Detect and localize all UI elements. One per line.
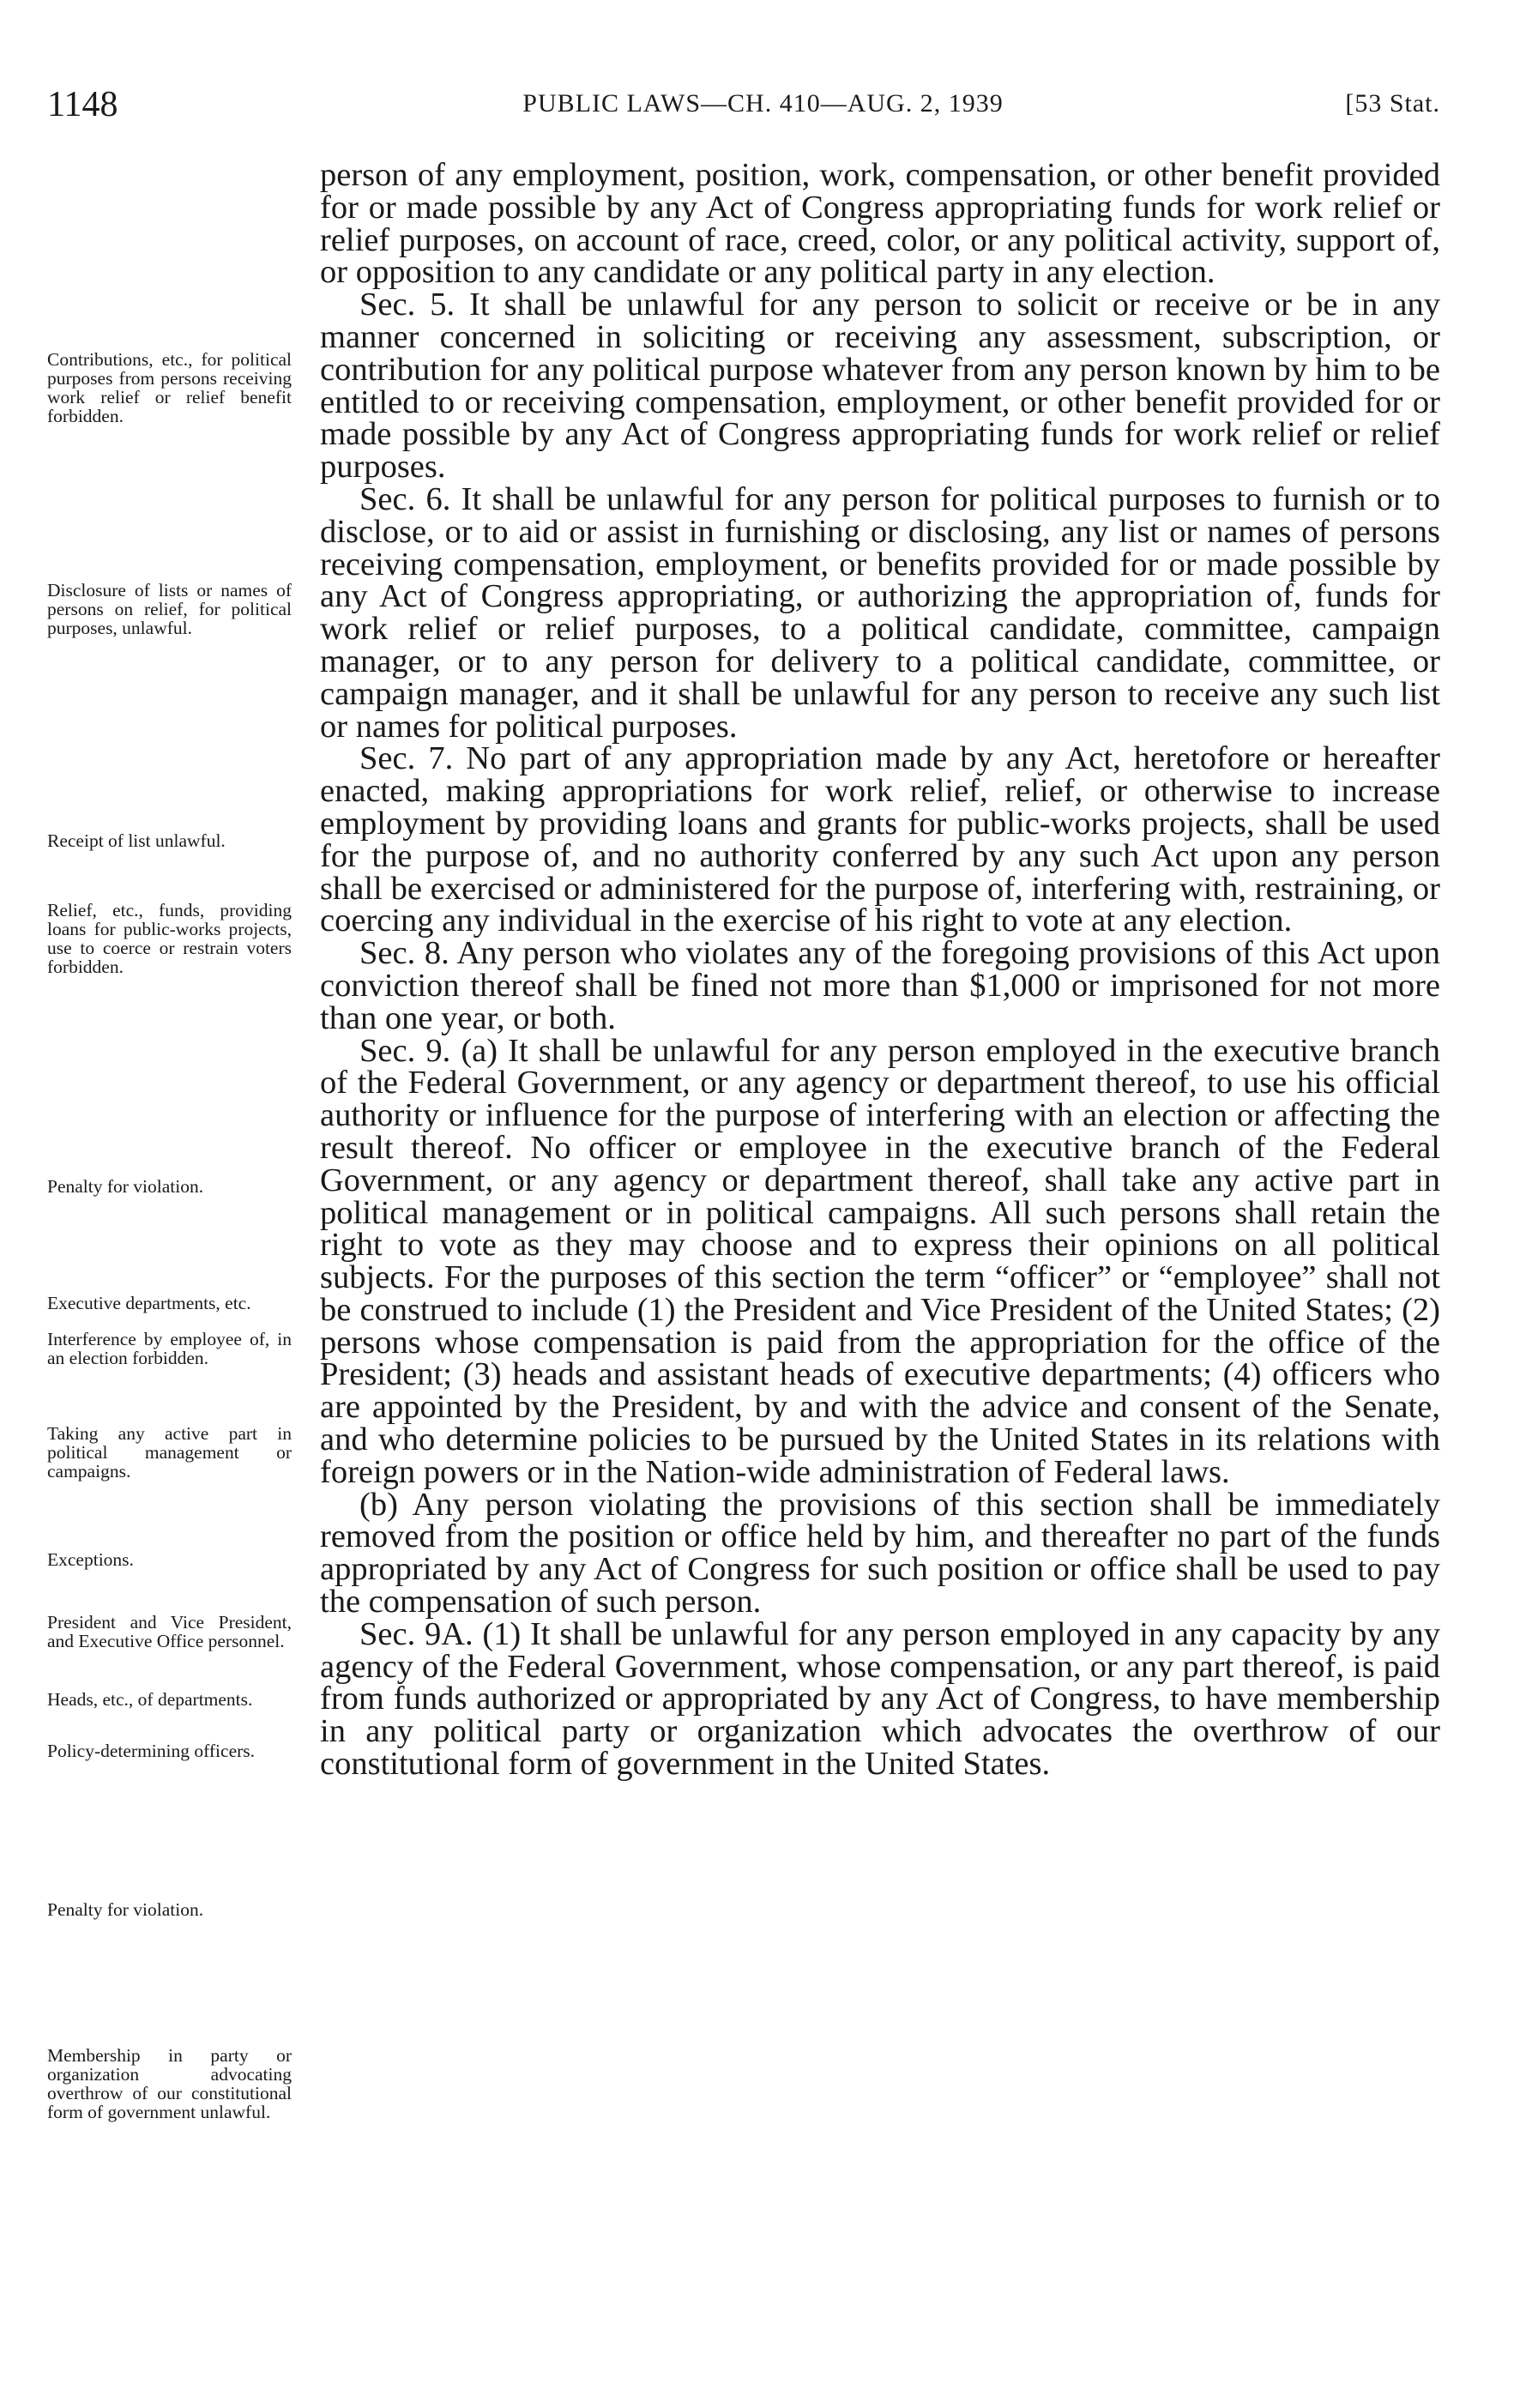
section-8: Sec. 8. Any person who violates any of the foregoing provisions of this Act upon conviction thereof shall be fined not more than $1,000 or imprisoned for not more than one year, or both. bbox=[320, 935, 1440, 1036]
margin-note: President and Vice President, and Executive Office personnel. bbox=[47, 1612, 292, 1651]
paragraph-continuation: person of any employment, position, work, compensation, or other benefit provided for or made possible by any Act of Congress appropriating funds for work relief or relief purposes, on account of race, creed, color, or any political activity, support of, or opposition to any candidate or any political party in any election. bbox=[320, 157, 1440, 291]
margin-note: Interference by employee of, in an election forbidden. bbox=[47, 1329, 292, 1368]
margin-note: Executive departments, etc. bbox=[47, 1293, 251, 1313]
section-9a: Sec. 9. (a) It shall be unlawful for any person employed in the executive branch of the Federal Government, or any agency or department thereof, to use his official authority or influence for the purpose of interfering with an election or affecting the result thereof. No officer or employee in the executive branch of the Federal Government, or any agency or department thereof, shall take any active part in political management or in political campaigns. All such persons shall retain the right to vote as they may choose and to express their opinions on all political subjects. For the purposes of this section the term “officer” or “employee” shall not be construed to include (1) the President and Vice President of the United States; (2) persons whose compensation is paid from the appropriation for the office of the President; (3) heads and assistant heads of executive departments; (4) officers who are appointed by the President, by and with the advice and consent of the Senate, and who determine policies to be pursued by the United States in its relations with foreign powers or in the Nation-wide administration of Federal laws. bbox=[320, 1032, 1440, 1490]
margin-note: Exceptions. bbox=[47, 1549, 134, 1570]
margin-note: Penalty for violation. bbox=[47, 1176, 204, 1197]
margin-note: Taking any active part in political management or campaigns. bbox=[47, 1423, 292, 1482]
margin-note: Policy-determining officers. bbox=[47, 1741, 256, 1761]
margin-note: Heads, etc., of departments. bbox=[47, 1689, 253, 1710]
page-number: 1148 bbox=[47, 85, 118, 124]
section-5: Sec. 5. It shall be unlawful for any person to solicit or receive or be in any manner concerned in soliciting or receiving any assessment, subscription, or contribution for any political purpose whatever from any person known by him to be entitled to or receiving compensation, employment, or other benefit provided for or made possible by any Act of Congress appropriating funds for work relief or relief purposes. bbox=[320, 287, 1440, 486]
section-7: Sec. 7. No part of any appropriation made by any Act, heretofore or hereafter enacted, making appropriations for work relief, relief, or otherwise to increase employment by providing loans and grants for public-works projects, shall be used for the purpose of, and no authority conferred by any such Act upon any person shall be exercised or administered for the purpose of, interfering with, restraining, or coercing any individual in the exercise of his right to vote at any election. bbox=[320, 740, 1440, 939]
margin-note: Receipt of list unlawful. bbox=[47, 830, 226, 851]
margin-note: Membership in party or organization advocating overthrow of our constitutional form of government unlawful. bbox=[47, 2045, 292, 2122]
statute-reference: [53 Stat. bbox=[1345, 89, 1440, 118]
section-9b: (b) Any person violating the provisions of this section shall be immediately removed from the position or office held by him, and thereafter no part of the funds appropriated by any Act of Congress for such position or office shall be used to pay the compensation of such person. bbox=[320, 1486, 1440, 1620]
margin-note: Disclosure of lists or names of persons on relief, for political purposes, unlawful. bbox=[47, 580, 292, 638]
section-9A: Sec. 9A. (1) It shall be unlawful for any person employed in any capacity by any agency of the Federal Government, whose compensation, or any part thereof, is paid from funds authorized or appropriated by any Act of Congress, to have membership in any political party or organization which advocates the overthrow of our constitutional form of government in the United States. bbox=[320, 1615, 1440, 1783]
section-6: Sec. 6. It shall be unlawful for any person for political purposes to furnish or to disclose, or to aid or assist in furnishing or disclosing, any list or names of persons receiving compensation, employment, or benefits provided for or made possible by any Act of Congress appropriating, or authorizing the appropriation of, funds for work relief or relief purposes, to a political candidate, committee, campaign manager, or to any person for delivery to a political candidate, committee, or campaign manager, and it shall be unlawful for any person to receive any such list or names for political purposes. bbox=[320, 480, 1440, 745]
running-head: PUBLIC LAWS—CH. 410—AUG. 2, 1939 bbox=[522, 89, 1004, 118]
statute-body bbox=[320, 157, 1440, 1783]
margin-note: Relief, etc., funds, providing loans for public-works projects, use to coerce or restrain voters forbidden. bbox=[47, 900, 292, 977]
margin-note: Penalty for violation. bbox=[47, 1899, 204, 1920]
margin-note: Contributions, etc., for political purposes from persons receiving work relief or relief benefit forbidden. bbox=[47, 349, 292, 426]
